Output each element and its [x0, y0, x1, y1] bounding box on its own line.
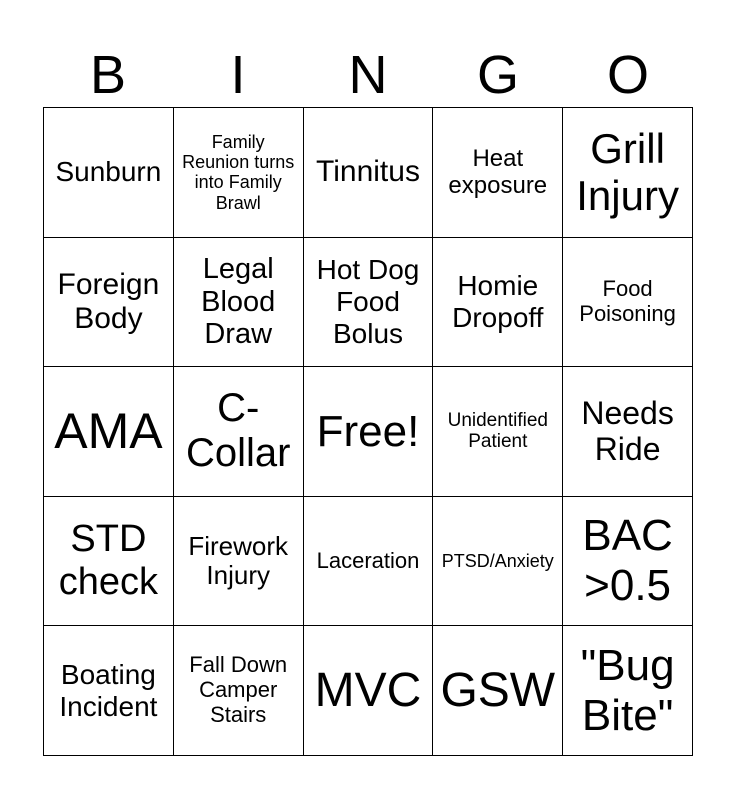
- bingo-cell[interactable]: [304, 108, 434, 238]
- bingo-cell[interactable]: [433, 626, 563, 756]
- cell-text: Food Poisoning: [579, 276, 676, 326]
- header-letter-g: G: [476, 45, 519, 105]
- cell-text: Firework Injury: [188, 530, 289, 591]
- header-letter-n: N: [348, 45, 388, 105]
- cell-text: Free!: [316, 406, 420, 456]
- bingo-cell[interactable]: [44, 367, 174, 497]
- bingo-cell[interactable]: [433, 108, 563, 238]
- header-letter-b: B: [89, 45, 127, 105]
- bingo-cell[interactable]: [174, 238, 304, 368]
- bingo-cell[interactable]: [304, 497, 434, 627]
- cell-text: Foreign Body: [57, 268, 160, 335]
- cell-text: Hot Dog Food Bolus: [316, 254, 420, 349]
- cell-text: Boating Incident: [59, 659, 158, 722]
- bingo-cell[interactable]: [44, 497, 174, 627]
- cell-text: PTSD/Anxiety: [441, 550, 554, 571]
- cell-text: Tinnitus: [316, 155, 420, 189]
- bingo-cell[interactable]: [563, 238, 693, 368]
- cell-text: Laceration: [316, 547, 420, 573]
- cell-text: BAC >0.5: [582, 511, 673, 611]
- cell-text: Unidentified Patient: [447, 410, 548, 453]
- cell-text: Sunburn: [55, 156, 162, 188]
- bingo-cell[interactable]: [174, 626, 304, 756]
- bingo-cell[interactable]: [174, 108, 304, 238]
- bingo-cell[interactable]: [174, 497, 304, 627]
- bingo-cell[interactable]: [563, 626, 693, 756]
- bingo-cell[interactable]: [433, 238, 563, 368]
- header-letter-i: I: [230, 45, 246, 105]
- bingo-cell[interactable]: [563, 497, 693, 627]
- cell-text: MVC: [314, 663, 422, 717]
- cell-text: Heat exposure: [448, 145, 548, 200]
- cell-text: Family Reunion turns into Family Brawl: [182, 131, 295, 213]
- cell-text: STD check: [58, 518, 159, 604]
- bingo-cell[interactable]: [44, 626, 174, 756]
- bingo-cell[interactable]: [563, 367, 693, 497]
- cell-text: Fall Down Camper Stairs: [189, 652, 288, 728]
- cell-text: "Bug Bite": [580, 640, 675, 740]
- bingo-cell[interactable]: [563, 108, 693, 238]
- header-letter-o: O: [606, 45, 649, 105]
- bingo-cell[interactable]: [304, 238, 434, 368]
- bingo-cell[interactable]: [304, 367, 434, 497]
- cell-text: C-Collar: [185, 386, 291, 476]
- cell-text: Grill Injury: [576, 124, 679, 220]
- bingo-cell[interactable]: [433, 367, 563, 497]
- cell-text: AMA: [54, 403, 163, 460]
- bingo-board: [43, 107, 693, 756]
- cell-text: GSW: [440, 663, 556, 717]
- bingo-cell[interactable]: [44, 108, 174, 238]
- bingo-cell[interactable]: [433, 497, 563, 627]
- cell-text: Homie Dropoff: [452, 270, 544, 333]
- bingo-header: [43, 44, 693, 106]
- bingo-cell[interactable]: [44, 238, 174, 368]
- bingo-cell[interactable]: [174, 367, 304, 497]
- cell-text: Legal Blood Draw: [201, 252, 276, 351]
- cell-text: Needs Ride: [581, 395, 674, 468]
- bingo-cell[interactable]: [304, 626, 434, 756]
